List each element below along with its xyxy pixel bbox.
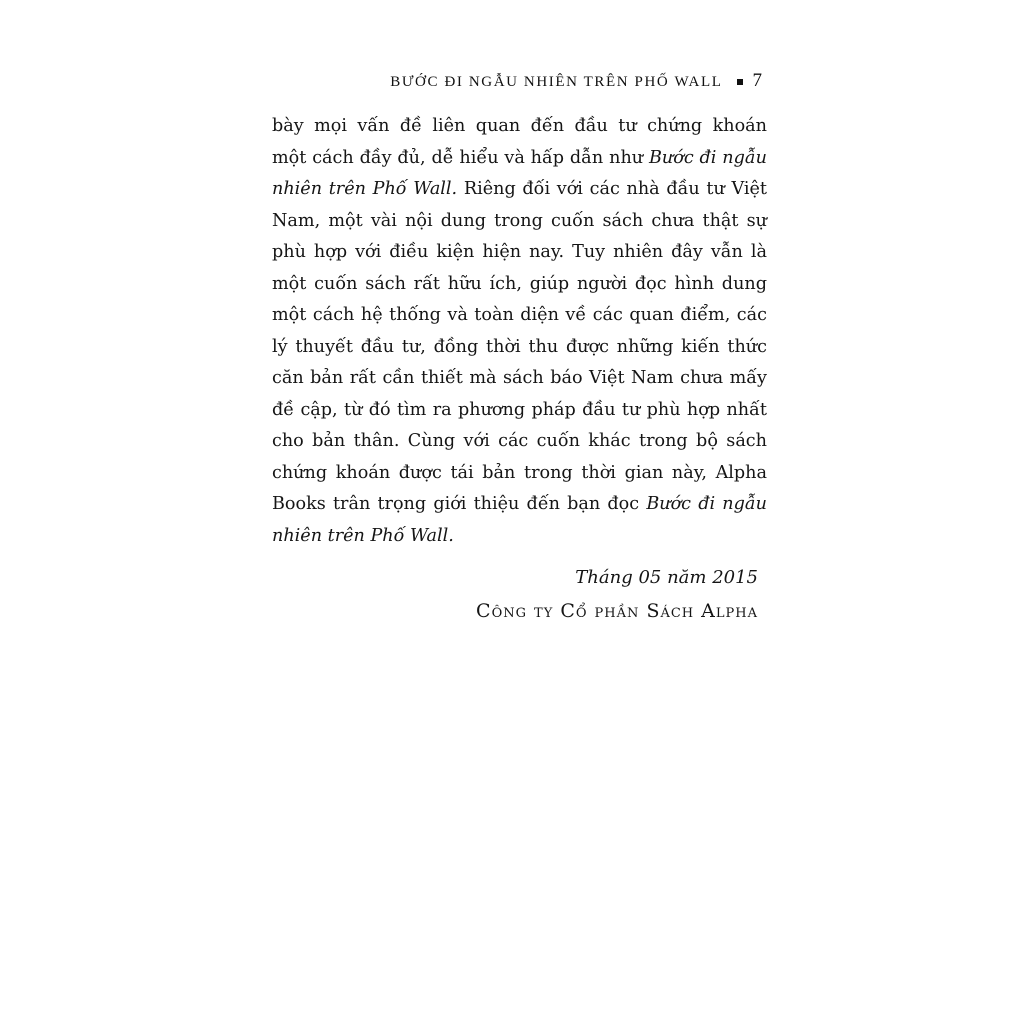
text-line [272,269,767,301]
header-bullet [737,79,743,85]
text-run: đề cập, từ đó tìm ra phương pháp đầu tư phù hợp nhất [272,399,767,420]
text-run: phù hợp với điều kiện hiện nay. Tuy nhiên đây vẫn là [272,242,767,262]
text-line [272,111,767,143]
page-number: 7 [752,70,762,91]
text-line [272,206,767,238]
book-title-italic: Bước đi ngẫu [646,494,767,514]
text-line [272,489,767,521]
text-line [272,363,767,395]
text-run: Riêng đối với các nhà đầu tư Việt [457,179,768,199]
signature-block [476,562,758,628]
text-line [272,458,767,490]
signature-company: Công ty Cổ phần Sách Alpha [476,600,758,622]
text-line [272,426,767,458]
text-run: căn bản rất cần thiết mà sách báo Việt Nam chưa mấy [272,368,767,388]
text-line [272,300,767,332]
book-title-italic: nhiên trên Phố Wall. [272,525,454,546]
running-title: BƯỚC ĐI NGẪU NHIÊN TRÊN PHỐ WALL [390,74,723,90]
text-run: Nam, một vài nội dung trong cuốn sách chưa thật sự [272,210,767,231]
text-line [272,332,767,364]
book-title-italic: nhiên trên Phố Wall. [272,179,458,199]
text-line [272,395,767,427]
signature-date: Tháng 05 năm 2015 [575,567,758,588]
text-run: một cách hệ thống và toàn diện về các quan điểm, các [272,305,767,325]
text-line [272,237,767,269]
body-paragraph [272,111,767,552]
text-run: một cách đầy đủ, dễ hiểu và hấp dẫn như [272,147,649,168]
text-run: lý thuyết đầu tư, đồng thời thu được những kiến thức [272,336,767,357]
text-line [272,521,767,553]
text-run: cho bản thân. Cùng với các cuốn khác trong bộ sách [272,431,767,451]
text-run: bày mọi vấn đề liên quan đến đầu tư chứng khoán [272,116,767,136]
text-line [272,174,767,206]
text-run: một cuốn sách rất hữu ích, giúp người đọc hình dung [272,273,767,294]
running-header [390,68,762,95]
text-line [272,143,767,175]
book-title-italic: Bước đi ngẫu [648,147,767,168]
text-run: Books trân trọng giới thiệu đến bạn đọc [272,494,647,514]
text-run: chứng khoán được tái bản trong thời gian này, Alpha [272,462,767,483]
